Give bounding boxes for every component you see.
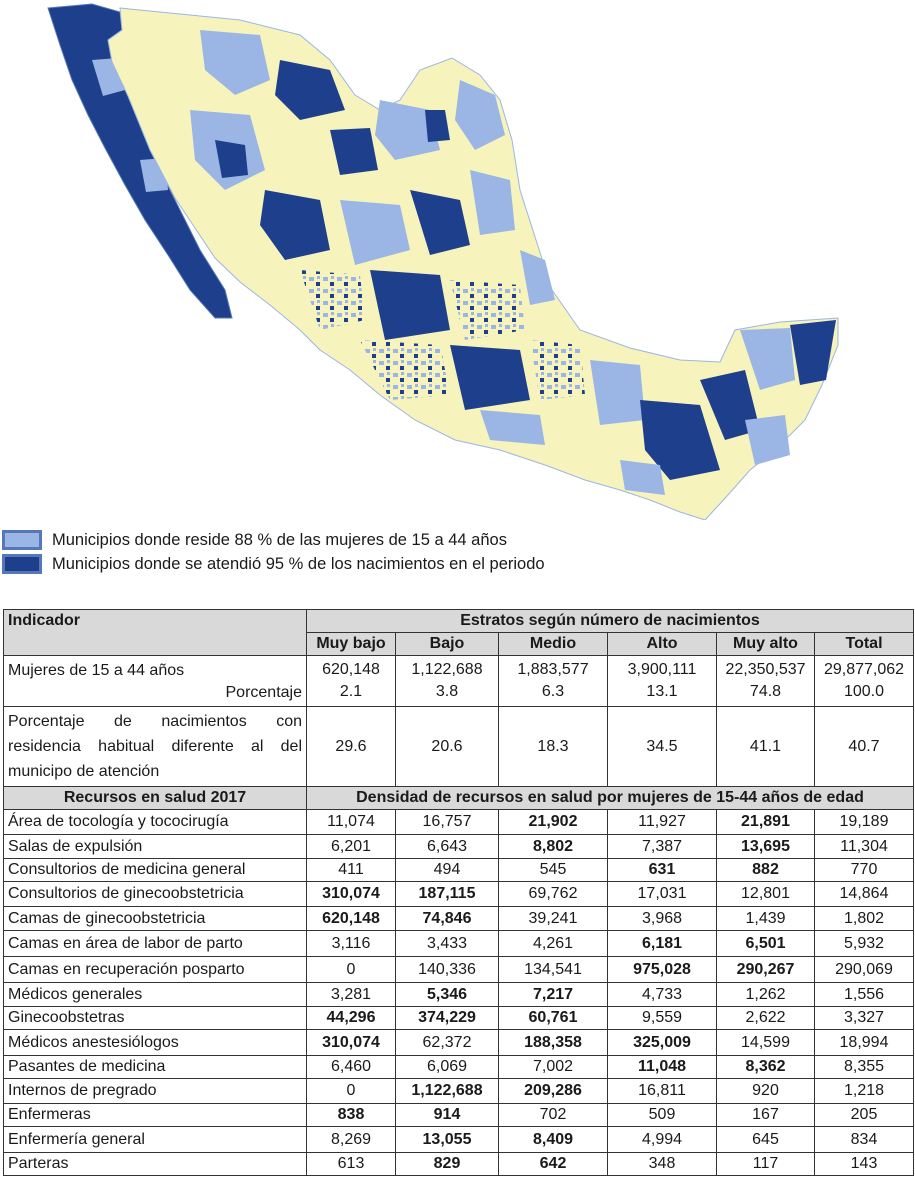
women-value: 3,900,111 — [627, 661, 697, 678]
table-row — [4, 1104, 914, 1127]
births-value: 40.7 — [815, 707, 914, 787]
resource-value: 494 — [396, 859, 499, 882]
resource-value: 187,115 — [396, 882, 499, 907]
resource-value: 74,846 — [396, 907, 499, 931]
resource-value: 770 — [815, 859, 914, 882]
resource-value: 13,695 — [717, 835, 815, 859]
legend-item-women — [2, 528, 545, 552]
resource-value: 62,372 — [396, 1030, 499, 1056]
table-row — [4, 1127, 914, 1153]
resource-value: 69,762 — [499, 882, 608, 907]
resource-value: 19,189 — [815, 810, 914, 835]
resource-value: 509 — [608, 1104, 717, 1127]
births-label-line: residencia habitual diferente al del — [8, 738, 302, 755]
resource-value: 6,201 — [307, 835, 396, 859]
column-header-medio: Medio — [499, 633, 608, 656]
resource-label: Ginecoobstetras — [4, 1007, 307, 1030]
resource-value: 882 — [717, 859, 815, 882]
resource-value: 60,761 — [499, 1007, 608, 1030]
resource-label: Salas de expulsión — [4, 835, 307, 859]
resource-value: 4,733 — [608, 983, 717, 1007]
resource-value: 8,802 — [499, 835, 608, 859]
health-resources-table — [3, 609, 914, 1176]
percentage-value: 6.3 — [541, 683, 565, 700]
resource-value: 2,622 — [717, 1007, 815, 1030]
resource-value: 44,296 — [307, 1007, 396, 1030]
women-cell — [499, 656, 608, 707]
map-svg — [0, 0, 915, 520]
resource-label: Médicos generales — [4, 983, 307, 1007]
women-row — [4, 656, 914, 707]
resource-label: Camas en área de labor de parto — [4, 931, 307, 957]
resource-value: 21,902 — [499, 810, 608, 835]
resource-value: 642 — [499, 1153, 608, 1176]
resource-value: 613 — [307, 1153, 396, 1176]
resource-value: 18,994 — [815, 1030, 914, 1056]
resource-value: 134,541 — [499, 957, 608, 983]
percentage-value: 2.1 — [339, 683, 363, 700]
resource-value: 838 — [307, 1104, 396, 1127]
map-mainland — [108, 8, 838, 520]
resource-value: 545 — [499, 859, 608, 882]
resource-value: 167 — [717, 1104, 815, 1127]
women-label-cell — [4, 656, 307, 707]
resource-value: 411 — [307, 859, 396, 882]
column-header-total: Total — [815, 633, 914, 656]
resource-value: 7,217 — [499, 983, 608, 1007]
resource-value: 5,932 — [815, 931, 914, 957]
births-value: 29.6 — [307, 707, 396, 787]
resource-value: 290,069 — [815, 957, 914, 983]
resource-value: 6,181 — [608, 931, 717, 957]
resource-value: 3,281 — [307, 983, 396, 1007]
resource-value: 325,009 — [608, 1030, 717, 1056]
resource-value: 1,802 — [815, 907, 914, 931]
resource-value: 0 — [307, 957, 396, 983]
percentage-value: 13.1 — [646, 683, 678, 700]
resource-value: 143 — [815, 1153, 914, 1176]
table-row — [4, 835, 914, 859]
resource-value: 14,864 — [815, 882, 914, 907]
resource-label: Consultorios de ginecoobstetricia — [4, 882, 307, 907]
resource-value: 4,261 — [499, 931, 608, 957]
percentage-label: Porcentaje — [225, 684, 302, 701]
resource-value: 13,055 — [396, 1127, 499, 1153]
resource-value: 1,262 — [717, 983, 815, 1007]
resource-value: 209,286 — [499, 1079, 608, 1104]
indicator-header: Indicador — [4, 610, 307, 656]
women-value: 620,148 — [322, 661, 380, 678]
resource-value: 3,116 — [307, 931, 396, 957]
column-header-muy-bajo: Muy bajo — [307, 633, 396, 656]
births-value: 18.3 — [499, 707, 608, 787]
women-value: 1,122,688 — [411, 661, 483, 678]
resource-value: 21,891 — [717, 810, 815, 835]
women-label: Mujeres de 15 a 44 años — [8, 662, 185, 679]
legend-swatch-dark-blue — [2, 554, 42, 574]
resources-header: Recursos en salud 2017 — [4, 787, 307, 810]
births-value: 41.1 — [717, 707, 815, 787]
header-row-strata — [4, 610, 914, 633]
women-value: 29,877,062 — [823, 661, 905, 678]
women-cell — [307, 656, 396, 707]
resource-value: 8,409 — [499, 1127, 608, 1153]
resource-value: 631 — [608, 859, 717, 882]
resource-value: 290,267 — [717, 957, 815, 983]
percentage-value: 3.8 — [435, 683, 459, 700]
resource-value: 0 — [307, 1079, 396, 1104]
resource-value: 11,927 — [608, 810, 717, 835]
resource-label: Enfermería general — [4, 1127, 307, 1153]
resource-value: 6,501 — [717, 931, 815, 957]
resource-value: 348 — [608, 1153, 717, 1176]
women-value: 1,883,577 — [517, 661, 589, 678]
resource-value: 702 — [499, 1104, 608, 1127]
map-legend — [2, 528, 545, 576]
resource-label: Parteras — [4, 1153, 307, 1176]
legend-label-women: Municipios donde reside 88 % de las mujeres de 15 a 44 años — [52, 530, 507, 549]
resource-value: 1,439 — [717, 907, 815, 931]
women-value: 22,350,537 — [725, 661, 806, 678]
resource-value: 920 — [717, 1079, 815, 1104]
table-row — [4, 983, 914, 1007]
legend-swatch-light-blue — [2, 530, 42, 550]
table-row — [4, 810, 914, 835]
births-label-cell — [4, 707, 307, 787]
resource-rows — [4, 810, 914, 1176]
resource-value: 9,559 — [608, 1007, 717, 1030]
resource-label: Área de tocología y tococirugía — [4, 810, 307, 835]
resource-value: 645 — [717, 1127, 815, 1153]
women-cell — [717, 656, 815, 707]
resource-value: 829 — [396, 1153, 499, 1176]
percentage-value: 100.0 — [843, 683, 885, 700]
resource-label: Camas de ginecoobstetricia — [4, 907, 307, 931]
column-header-bajo: Bajo — [396, 633, 499, 656]
resource-value: 6,643 — [396, 835, 499, 859]
resource-value: 6,069 — [396, 1056, 499, 1079]
births-label-line: municipo de atención — [8, 763, 160, 780]
table-row — [4, 957, 914, 983]
women-cell — [815, 656, 914, 707]
resource-label: Enfermeras — [4, 1104, 307, 1127]
legend-item-births — [2, 552, 545, 576]
resource-value: 205 — [815, 1104, 914, 1127]
resource-value: 1,122,688 — [396, 1079, 499, 1104]
births-value: 34.5 — [608, 707, 717, 787]
resource-value: 188,358 — [499, 1030, 608, 1056]
resource-label: Pasantes de medicina — [4, 1056, 307, 1079]
resource-value: 17,031 — [608, 882, 717, 907]
resource-value: 117 — [717, 1153, 815, 1176]
resource-value: 11,074 — [307, 810, 396, 835]
births-label-line: Porcentaje de nacimientos con — [8, 713, 302, 730]
density-header: Densidad de recursos en salud por mujeres de 15-44 años de edad — [307, 787, 914, 810]
mexico-map — [0, 0, 915, 520]
table-row — [4, 1007, 914, 1030]
resource-value: 14,599 — [717, 1030, 815, 1056]
women-cell — [396, 656, 499, 707]
births-value: 20.6 — [396, 707, 499, 787]
resource-value: 16,757 — [396, 810, 499, 835]
table-row — [4, 882, 914, 907]
resource-value: 7,387 — [608, 835, 717, 859]
resource-value: 140,336 — [396, 957, 499, 983]
resource-label: Camas en recuperación posparto — [4, 957, 307, 983]
table-row — [4, 859, 914, 882]
legend-label-births: Municipios donde se atendió 95 % de los nacimientos en el periodo — [52, 554, 545, 573]
table-row — [4, 931, 914, 957]
resource-value: 374,229 — [396, 1007, 499, 1030]
table-row — [4, 907, 914, 931]
resource-value: 310,074 — [307, 882, 396, 907]
resource-value: 3,327 — [815, 1007, 914, 1030]
resource-value: 914 — [396, 1104, 499, 1127]
strata-header: Estratos según número de nacimientos — [307, 610, 914, 633]
resource-value: 4,994 — [608, 1127, 717, 1153]
resource-value: 39,241 — [499, 907, 608, 931]
percentage-value: 74.8 — [749, 683, 782, 700]
table-row — [4, 1079, 914, 1104]
resource-value: 1,556 — [815, 983, 914, 1007]
resource-value: 8,362 — [717, 1056, 815, 1079]
resource-value: 7,002 — [499, 1056, 608, 1079]
resource-value: 8,269 — [307, 1127, 396, 1153]
resource-value: 12,801 — [717, 882, 815, 907]
resource-value: 5,346 — [396, 983, 499, 1007]
column-header-alto: Alto — [608, 633, 717, 656]
resource-value: 11,304 — [815, 835, 914, 859]
births-row — [4, 707, 914, 787]
resource-value: 3,968 — [608, 907, 717, 931]
column-header-muy-alto: Muy alto — [717, 633, 815, 656]
resource-value: 6,460 — [307, 1056, 396, 1079]
resource-value: 310,074 — [307, 1030, 396, 1056]
women-cell — [608, 656, 717, 707]
resource-label: Médicos anestesiólogos — [4, 1030, 307, 1056]
resource-value: 8,355 — [815, 1056, 914, 1079]
resource-value: 1,218 — [815, 1079, 914, 1104]
resource-value: 620,148 — [307, 907, 396, 931]
resource-value: 975,028 — [608, 957, 717, 983]
table-row — [4, 1030, 914, 1056]
table-row — [4, 1056, 914, 1079]
resource-label: Internos de pregrado — [4, 1079, 307, 1104]
resources-header-row — [4, 787, 914, 810]
resource-label: Consultorios de medicina general — [4, 859, 307, 882]
table-row — [4, 1153, 914, 1176]
resource-value: 11,048 — [608, 1056, 717, 1079]
resource-value: 3,433 — [396, 931, 499, 957]
resource-value: 834 — [815, 1127, 914, 1153]
resource-value: 16,811 — [608, 1079, 717, 1104]
